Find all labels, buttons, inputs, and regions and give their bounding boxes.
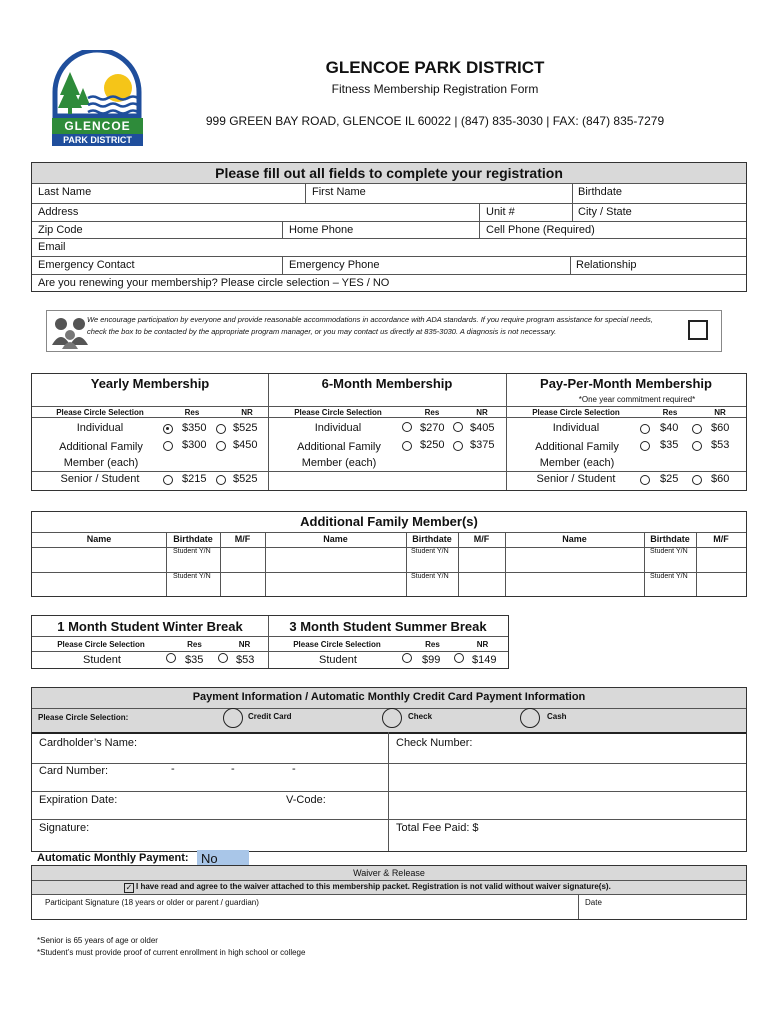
monthly-col-select: Please Circle Selection [532,408,620,417]
auto-monthly-value: No [201,851,218,866]
monthly-senior-res-radio[interactable] [640,475,650,485]
total-fee-field[interactable]: Total Fee Paid: $ [396,822,479,834]
six-month-title: 6-Month Membership [321,376,453,391]
check-label: Check [408,712,433,721]
cardholder-field[interactable]: Cardholder’s Name: [39,737,138,749]
yearly-col-select: Please Circle Selection [56,408,144,417]
monthly-row-label: Additional Family Member (each) [535,441,619,469]
address-line: 999 GREEN BAY ROAD, GLENCOE IL 60022 | (847) 835-3030 | FAX: (847) 835-7279 [205,114,665,128]
summer-student-label: Student [319,654,357,666]
monthly-note: *One year commitment required* [578,395,696,404]
winter-student-label: Student [83,654,121,666]
family-col-mf: M/F [234,534,251,544]
form-title: Fitness Membership Registration Form [331,82,539,96]
monthly-price: $40 [660,422,679,434]
winter-col-nr: NR [238,640,251,649]
family-section [31,511,747,597]
family-title: Additional Family Member(s) [300,514,478,529]
credit-card-label: Credit Card [248,712,292,721]
winter-col-select: Please Circle Selection [57,640,145,649]
six-month-col-res: Res [424,408,440,417]
family-col-name: Name [86,534,112,544]
footnote-student: *Student’s must provide proof of current enrollment in high school or college [37,948,306,957]
six-month-price: $375 [470,439,495,451]
yearly-individual-nr-radio[interactable] [216,424,226,434]
yearly-row-label: Individual [76,422,124,434]
monthly-individual-res-radio[interactable] [640,424,650,434]
auto-monthly-label: Automatic Monthly Payment: [37,852,189,864]
emergency-contact-field[interactable]: Emergency Contact [38,259,135,271]
unit-field[interactable]: Unit # [486,206,515,218]
summer-col-select: Please Circle Selection [293,640,381,649]
summer-col-nr: NR [476,640,489,649]
winter-col-res: Res [187,640,202,649]
yearly-family-nr-radio[interactable] [216,441,226,451]
winter-nr-radio[interactable] [218,653,228,663]
summer-price: $99 [422,654,441,666]
yearly-senior-nr-radio[interactable] [216,475,226,485]
yearly-individual-res-radio[interactable] [163,424,173,434]
student-yn-label[interactable]: Student Y/N [411,548,449,555]
yearly-price: $525 [233,473,258,485]
check-radio[interactable] [382,708,402,728]
yearly-col-nr: NR [241,408,253,417]
monthly-price: $60 [711,422,730,434]
yearly-price: $300 [182,439,207,451]
family-col-name: Name [323,534,348,544]
student-yn-label[interactable]: Student Y/N [650,573,688,580]
waiver-agree-text: I have read and agree to the waiver attached to this membership packet. Registration is not valid without waiver signature(s). [136,882,611,891]
yearly-price: $350 [182,422,207,434]
student-yn-label[interactable]: Student Y/N [411,573,449,580]
monthly-col-nr: NR [714,408,726,417]
six-month-price: $270 [420,422,445,434]
six-month-price: $405 [470,422,495,434]
ada-text: We encourage participation by everyone and provide reasonable accommodations in accordance with ADA standards. If you require program assistance for special needs, check the box to be contacted by the appropriate program manager, or you may contact us directly at 835-3030. A diagnosis is not necessary. [87,315,653,336]
credit-card-radio[interactable] [223,708,243,728]
family-col-name: Name [562,534,587,544]
summer-res-radio[interactable] [402,653,412,663]
registration-section [31,162,747,292]
address-field[interactable]: Address [38,206,79,218]
park-logo-icon [50,50,145,148]
winter-title: 1 Month Student Winter Break [57,619,243,634]
monthly-family-res-radio[interactable] [640,441,650,451]
monthly-col-res: Res [662,408,678,417]
monthly-price: $35 [660,439,679,451]
monthly-individual-nr-radio[interactable] [692,424,702,434]
yearly-title: Yearly Membership [90,376,210,391]
summer-nr-radio[interactable] [454,653,464,663]
family-col-birthdate: Birthdate [650,534,690,544]
monthly-senior-nr-radio[interactable] [692,475,702,485]
footnote-senior: *Senior is 65 years of age or older [37,936,158,945]
payment-circle-selection: Please Circle Selection: [38,713,129,722]
vcode-field[interactable]: V-Code: [286,794,326,806]
card-number-dash: - [171,763,175,775]
card-number-dash: - [231,763,235,775]
birthdate-field[interactable]: Birthdate [578,186,623,198]
student-yn-label[interactable]: Student Y/N [173,548,211,555]
payment-section [31,687,747,852]
family-col-birthdate: Birthdate [412,534,452,544]
renewing-question[interactable]: Are you renewing your membership? Please circle selection – YES / NO [38,277,390,289]
org-name: GLENCOE PARK DISTRICT [325,58,545,77]
zip-field[interactable]: Zip Code [38,224,83,236]
participant-signature-field[interactable]: Participant Signature (18 years or older or parent / guardian) [45,898,259,907]
cash-radio[interactable] [520,708,540,728]
monthly-title: Pay-Per-Month Membership [540,376,712,391]
waiver-section [31,865,747,920]
home-phone-field[interactable]: Home Phone [289,224,354,236]
waiver-title: Waiver & Release [353,868,425,878]
summer-price: $149 [472,654,497,666]
membership-section [31,373,747,491]
yearly-senior-res-radio[interactable] [163,475,173,485]
yearly-price: $450 [233,439,258,451]
six-month-col-nr: NR [476,408,488,417]
six-month-price: $250 [420,439,445,451]
card-number-dash: - [292,763,296,775]
monthly-price: $60 [711,473,730,485]
yearly-family-res-radio[interactable] [163,441,173,451]
logo-text-top: GLENCOE [64,119,131,133]
check-number-field[interactable]: Check Number: [396,737,473,749]
logo-text-bottom: PARK DISTRICT [63,135,132,145]
student-yn-label[interactable]: Student Y/N [650,548,688,555]
winter-res-radio[interactable] [166,653,176,663]
cell-phone-field[interactable]: Cell Phone (Required) [486,224,595,236]
yearly-row-label: Senior / Student [60,473,140,485]
yearly-price: $525 [233,422,258,434]
city-state-field[interactable]: City / State [578,206,632,218]
six-month-family-nr-radio[interactable] [453,441,463,451]
expiration-field[interactable]: Expiration Date: [39,794,118,806]
winter-price: $53 [236,654,255,666]
family-col-mf: M/F [713,534,729,544]
email-field[interactable]: Email [38,241,66,253]
last-name-field[interactable]: Last Name [38,186,92,198]
monthly-row-label: Senior / Student [536,473,616,485]
auto-monthly-dropdown[interactable] [197,850,249,865]
six-month-family-res-radio[interactable] [402,441,412,451]
first-name-field[interactable]: First Name [312,186,366,198]
six-month-col-select: Please Circle Selection [294,408,382,417]
yearly-col-res: Res [184,408,200,417]
summer-col-res: Res [425,640,440,649]
ada-checkbox[interactable] [688,320,708,340]
logo [50,50,145,148]
payment-title: Payment Information / Automatic Monthly Credit Card Payment Information [192,691,586,703]
student-break-section [31,615,509,669]
people-icon [51,315,91,349]
monthly-row-label: Individual [552,422,600,434]
ada-section [46,310,722,352]
six-month-row-label: Individual [314,422,362,434]
cash-label: Cash [547,712,567,721]
waiver-checkbox[interactable]: ✓ [125,883,133,892]
signature-field[interactable]: Signature: [39,822,90,834]
emergency-phone-field[interactable]: Emergency Phone [289,259,380,271]
yearly-row-label: Additional Family Member (each) [59,441,143,469]
summer-title: 3 Month Student Summer Break [289,619,487,634]
card-number-field[interactable]: Card Number: [39,765,109,777]
monthly-family-nr-radio[interactable] [692,441,702,451]
monthly-price: $25 [660,473,679,485]
six-month-individual-nr-radio[interactable] [453,422,463,432]
six-month-row-label: Additional Family Member (each) [297,441,381,469]
family-col-birthdate: Birthdate [173,534,213,544]
winter-price: $35 [185,654,204,666]
monthly-price: $53 [711,439,730,451]
student-yn-label[interactable]: Student Y/N [173,573,211,580]
relationship-field[interactable]: Relationship [576,259,637,271]
family-col-mf: M/F [473,534,490,544]
six-month-individual-res-radio[interactable] [402,422,412,432]
date-field[interactable]: Date [585,898,602,907]
yearly-price: $215 [182,473,207,485]
registration-heading: Please fill out all fields to complete your registration [215,165,563,181]
